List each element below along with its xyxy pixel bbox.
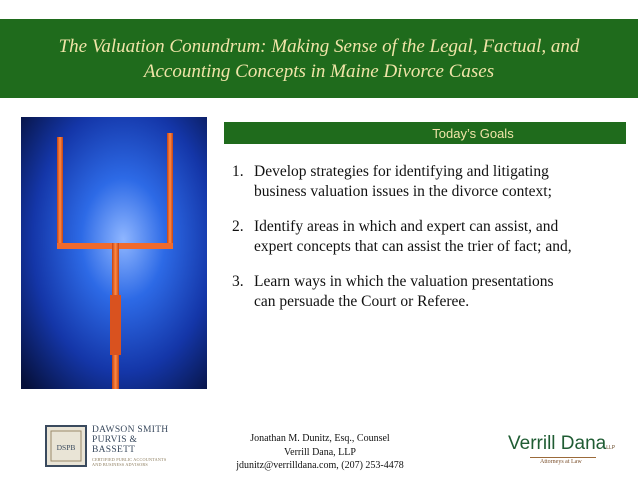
verrill-dana-suffix: LLP	[606, 445, 616, 451]
goal-text	[254, 217, 632, 257]
goal-text	[254, 272, 632, 312]
monogram-text: DSPB	[56, 443, 76, 452]
verrill-dana-tagline: Attorneys at Law	[540, 459, 582, 465]
goalpost-photo	[21, 117, 207, 389]
dawson-smith-logo	[44, 424, 176, 468]
dawson-smith-name	[92, 425, 176, 467]
verrill-dana-wordmark	[508, 433, 618, 455]
goal-text-line: can persuade the Court or Referee.	[254, 293, 470, 310]
logo-tagline1: CERTIFIED PUBLIC ACCOUNTANTS	[92, 457, 167, 462]
presenter-contact	[215, 432, 425, 473]
presenter-name: Jonathan M. Dunitz, Esq., Counsel	[250, 433, 390, 444]
goal-text-line: Develop strategies for identifying and litigating	[254, 163, 549, 180]
logo-tagline	[92, 457, 176, 467]
logo-line2: PURVIS & BASSETT	[92, 435, 138, 455]
verrill-dana-logo	[508, 433, 618, 473]
goals-header	[224, 122, 626, 144]
goal-number: 3.	[232, 273, 244, 290]
logo-rule	[530, 457, 596, 458]
goal-text-line: business valuation issues in the divorce context;	[254, 183, 552, 200]
goals-header-label: Today’s Goals	[432, 125, 514, 141]
goal-text-line: Identify areas in which and expert can assist, and	[254, 218, 559, 235]
slide-title-line1: The Valuation Conundrum: Making Sense of the Legal, Factual, and	[58, 35, 580, 57]
goal-number: 2.	[232, 218, 244, 235]
goal-item	[232, 272, 632, 312]
goal-item	[232, 217, 632, 257]
slide-title	[9, 34, 629, 84]
verrill-dana-name: Verrill Dana	[508, 433, 607, 454]
dspb-monogram-icon	[44, 424, 88, 468]
slide-title-line2: Accounting Concepts in Maine Divorce Cases	[143, 60, 495, 82]
goal-text-line: Learn ways in which the valuation presentations	[254, 273, 554, 290]
logo-tagline2: AND BUSINESS ADVISORS	[92, 462, 148, 467]
slide-title-bar	[0, 19, 638, 98]
goal-text-line: expert concepts that can assist the trier of fact; and,	[254, 238, 572, 255]
goalpost-illustration	[21, 117, 207, 389]
logo-line1: DAWSON SMITH	[92, 425, 169, 435]
presenter-firm: Verrill Dana, LLP	[284, 446, 356, 458]
goals-list	[232, 162, 632, 327]
goal-number: 1.	[232, 163, 244, 180]
goal-text	[254, 162, 632, 202]
goal-item	[232, 162, 632, 202]
presenter-email-phone: jdunitz@verrilldana.com, (207) 253-4478	[236, 460, 404, 471]
